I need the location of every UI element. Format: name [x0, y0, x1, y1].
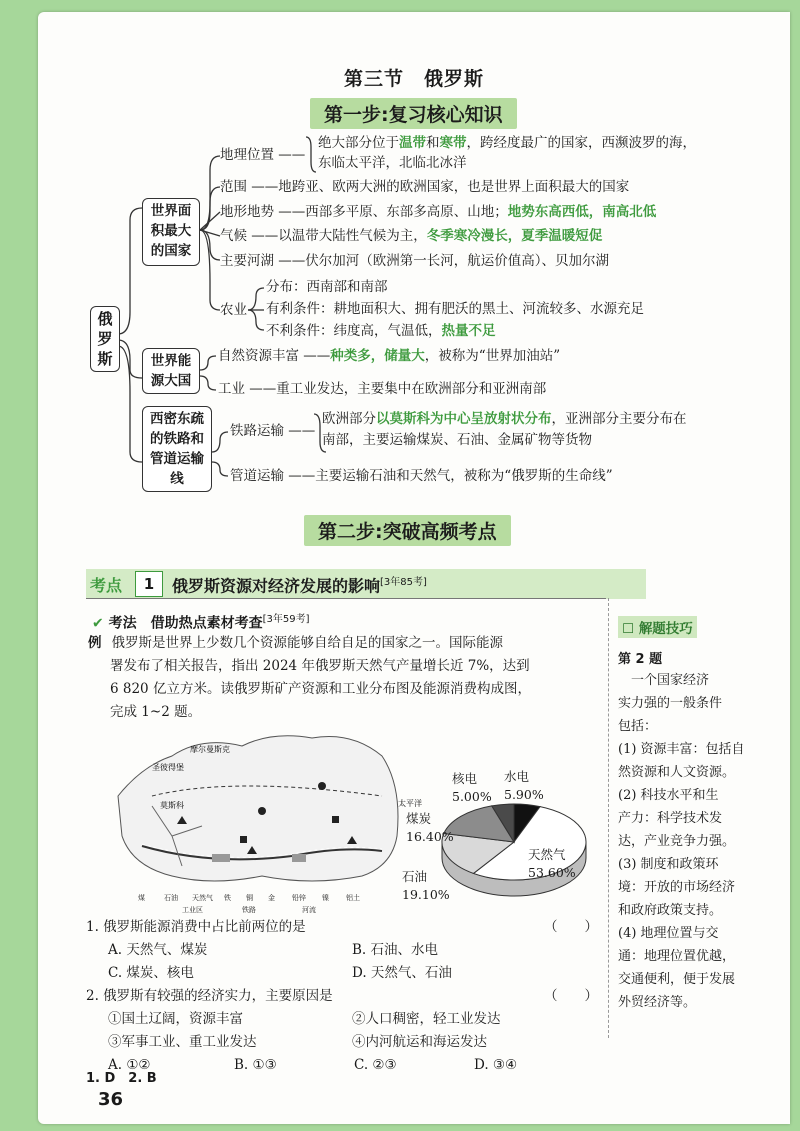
- legend-rail: 铁路: [242, 906, 256, 914]
- loc-line-2: 东临太平洋，北临北冰洋: [318, 155, 467, 171]
- tips-title: ☐ 解题技巧: [618, 616, 697, 638]
- method-heading: ✔ 考法 借助热点素材考查[3年59考]: [92, 614, 310, 632]
- b3-link-pipe: [212, 462, 228, 476]
- mindmap-root: 俄 罗 斯: [90, 306, 120, 372]
- tips-sidebar: [618, 616, 748, 1014]
- copper-symbol: [318, 782, 326, 790]
- river-line: 主要河湖 ——伏尔加河（欧洲第一长河，航运价值高）、贝加尔湖: [220, 253, 610, 269]
- tips-icon: ☐: [622, 621, 639, 637]
- question-1: 1. 俄罗斯能源消费中占比前两位的是: [86, 919, 306, 935]
- page-number: 36: [98, 1089, 124, 1110]
- check-icon: ✔: [92, 615, 104, 632]
- example-line-4: 完成 1~2 题。: [110, 704, 202, 720]
- legend-oil: 石油: [164, 894, 178, 902]
- tips-question: 第 2 题: [618, 652, 663, 667]
- legend-industry: 工业区: [182, 906, 203, 914]
- agri-link-1: [248, 288, 264, 310]
- rail-line-2: 南部，主要运输煤炭、石油、金属矿物等货物: [322, 432, 592, 448]
- answer-key: 1. D 2. B: [86, 1071, 157, 1086]
- pie-label-hydro: 水电 5.90%: [504, 769, 544, 802]
- section-title: 第三节 俄罗斯: [343, 68, 484, 90]
- b1-link-loc: [200, 156, 220, 230]
- q1-option-a: A. 天然气、煤炭: [108, 942, 208, 958]
- legend-bauxite: 铝土: [346, 894, 360, 902]
- agri-favorable: 有利条件：耕地面积大、拥有肥沃的黑土、河流较多、水源充足: [266, 301, 644, 317]
- coal-symbol: [332, 816, 339, 823]
- q2-option-d: D. ③④: [474, 1057, 518, 1073]
- legend-nickel: 镍: [322, 894, 329, 902]
- agri-link-3: [248, 310, 264, 330]
- terrain-line: 地形地势 ——西部多平原、东部多高原、山地；地势东高西低，南高北低: [220, 204, 657, 220]
- kaodian-divider: [86, 598, 606, 599]
- kaodian-title: 俄罗斯资源对经济发展的影响[3年85考]: [172, 576, 427, 596]
- branch-energy-power: 世界能 源大国: [142, 348, 200, 394]
- gold-symbol: [258, 807, 266, 815]
- loc-label: 地理位置 ——: [220, 147, 306, 163]
- example-line-3: 6 820 亿立方米。读俄罗斯矿产资源和工业分布图及能源消费构成图，: [110, 681, 531, 697]
- pipe-line: 管道运输 ——主要运输石油和天然气，被称为“俄罗斯的生命线”: [230, 468, 613, 484]
- q2-option-b: B. ①③: [234, 1057, 277, 1073]
- coal-symbol: [240, 836, 247, 843]
- branch-transport: 西密东疏 的铁路和 管道运输 线: [142, 406, 212, 492]
- q2-item-1: ①国土辽阔，资源丰富: [108, 1011, 243, 1027]
- moscow-label: 莫斯科: [160, 801, 184, 810]
- murmansk-label: 摩尔曼斯克: [190, 745, 230, 754]
- pie-label-nuclear: 核电 5.00%: [452, 771, 492, 804]
- agri-distribution: 分布：西南部和南部: [266, 279, 388, 295]
- stpete-label: 圣彼得堡: [152, 763, 184, 772]
- scope-line: 范围 ——地跨亚、欧两大洲的欧洲国家，也是世界上面积最大的国家: [220, 179, 630, 195]
- pie-label-oil: 石油 19.10%: [402, 869, 450, 902]
- question-2-blank: （ ）: [544, 988, 598, 1004]
- q1-option-d: D. 天然气、石油: [352, 965, 452, 981]
- pie-label-gas: 天然气 53.60%: [528, 847, 576, 880]
- pacific-label: 太平洋: [398, 799, 422, 808]
- b2-link-res: [200, 356, 216, 370]
- kaodian-number: 1: [135, 571, 163, 597]
- q2-item-2: ②人口稠密，轻工业发达: [352, 1011, 501, 1027]
- legend-gold: 金: [268, 894, 275, 902]
- b3-link-rail: [212, 432, 228, 452]
- legend-copper: 铜: [246, 894, 253, 902]
- q1-option-c: C. 煤炭、核电: [108, 965, 194, 981]
- russia-map: [112, 726, 422, 916]
- loc-bracket: [306, 137, 316, 172]
- industrial-zone: [292, 854, 306, 862]
- q2-item-4: ④内河航运和海运发达: [352, 1034, 487, 1050]
- loc-line-1: 绝大部分位于温带和寒带，跨经度最广的国家，西濒波罗的海，: [318, 135, 696, 151]
- rail-line-1: 欧洲部分以莫斯科为中心呈放射状分布，亚洲部分主要分布在: [322, 411, 687, 427]
- tips-body: 一个国家经济 实力强的一般条件 包括： (1) 资源丰富：包括自 然资源和人文资源。 (2) 科技水平和生 产力：科学技术发 达，产业竞争力强。 (3) 制度和政策环 境：开放的市场经济 和政府政策支持。 (4) 地理位置与交 通：地理位置优越， 交通便利，便于发展 外贸经济等。: [618, 673, 745, 1010]
- legend-leadzinc: 铅锌: [292, 894, 306, 902]
- kaodian-note: [3年85考]: [380, 577, 427, 588]
- example-line-1: 例 俄罗斯是世界上少数几个资源能够自给自足的国家之一。国际能源: [88, 635, 503, 651]
- legend-iron: 铁: [224, 894, 231, 902]
- q2-item-3: ③军事工业、重工业发达: [108, 1034, 257, 1050]
- step2-heading: 第二步:突破高频考点: [304, 515, 511, 546]
- branch-largest-country: 世界面 积最大 的国家: [142, 198, 200, 266]
- question-2: 2. 俄罗斯有较强的经济实力，主要原因是: [86, 988, 333, 1004]
- step1-heading: 第一步:复习核心知识: [310, 98, 517, 129]
- q2-option-c: C. ②③: [354, 1057, 397, 1073]
- kaodian-tag: 考点: [90, 576, 123, 595]
- legend-coal: 煤: [138, 894, 145, 902]
- root-link-2: [118, 340, 142, 378]
- page: [38, 12, 790, 1124]
- industry-line: 工业 ——重工业发达，主要集中在欧洲部分和亚洲南部: [218, 381, 547, 397]
- climate-line: 气候 ——以温带大陆性气候为主，冬季寒冷漫长，夏季温暖短促: [220, 228, 603, 244]
- agri-unfavorable: 不利条件：纬度高，气温低，热量不足: [266, 323, 496, 339]
- b2-link-ind: [200, 376, 216, 390]
- q2-option-a: A. ①②: [108, 1057, 151, 1073]
- industrial-zone: [212, 854, 230, 862]
- rail-label: 铁路运输 ——: [230, 423, 316, 439]
- side-divider: [608, 598, 609, 1038]
- question-1-blank: （ ）: [544, 919, 598, 935]
- resource-line: 自然资源丰富 ——种类多，储量大，被称为“世界加油站”: [218, 348, 561, 364]
- legend-river: 河流: [302, 906, 316, 914]
- pie-label-coal: 煤炭 16.40%: [406, 811, 454, 844]
- root-link-1: [118, 208, 142, 334]
- example-line-2: 署发布了相关报告，指出 2024 年俄罗斯天然气产量增长近 7%，达到: [110, 658, 530, 674]
- q1-option-b: B. 石油、水电: [352, 942, 439, 958]
- legend-gas: 天然气: [192, 894, 213, 902]
- agri-label: 农业: [220, 302, 247, 318]
